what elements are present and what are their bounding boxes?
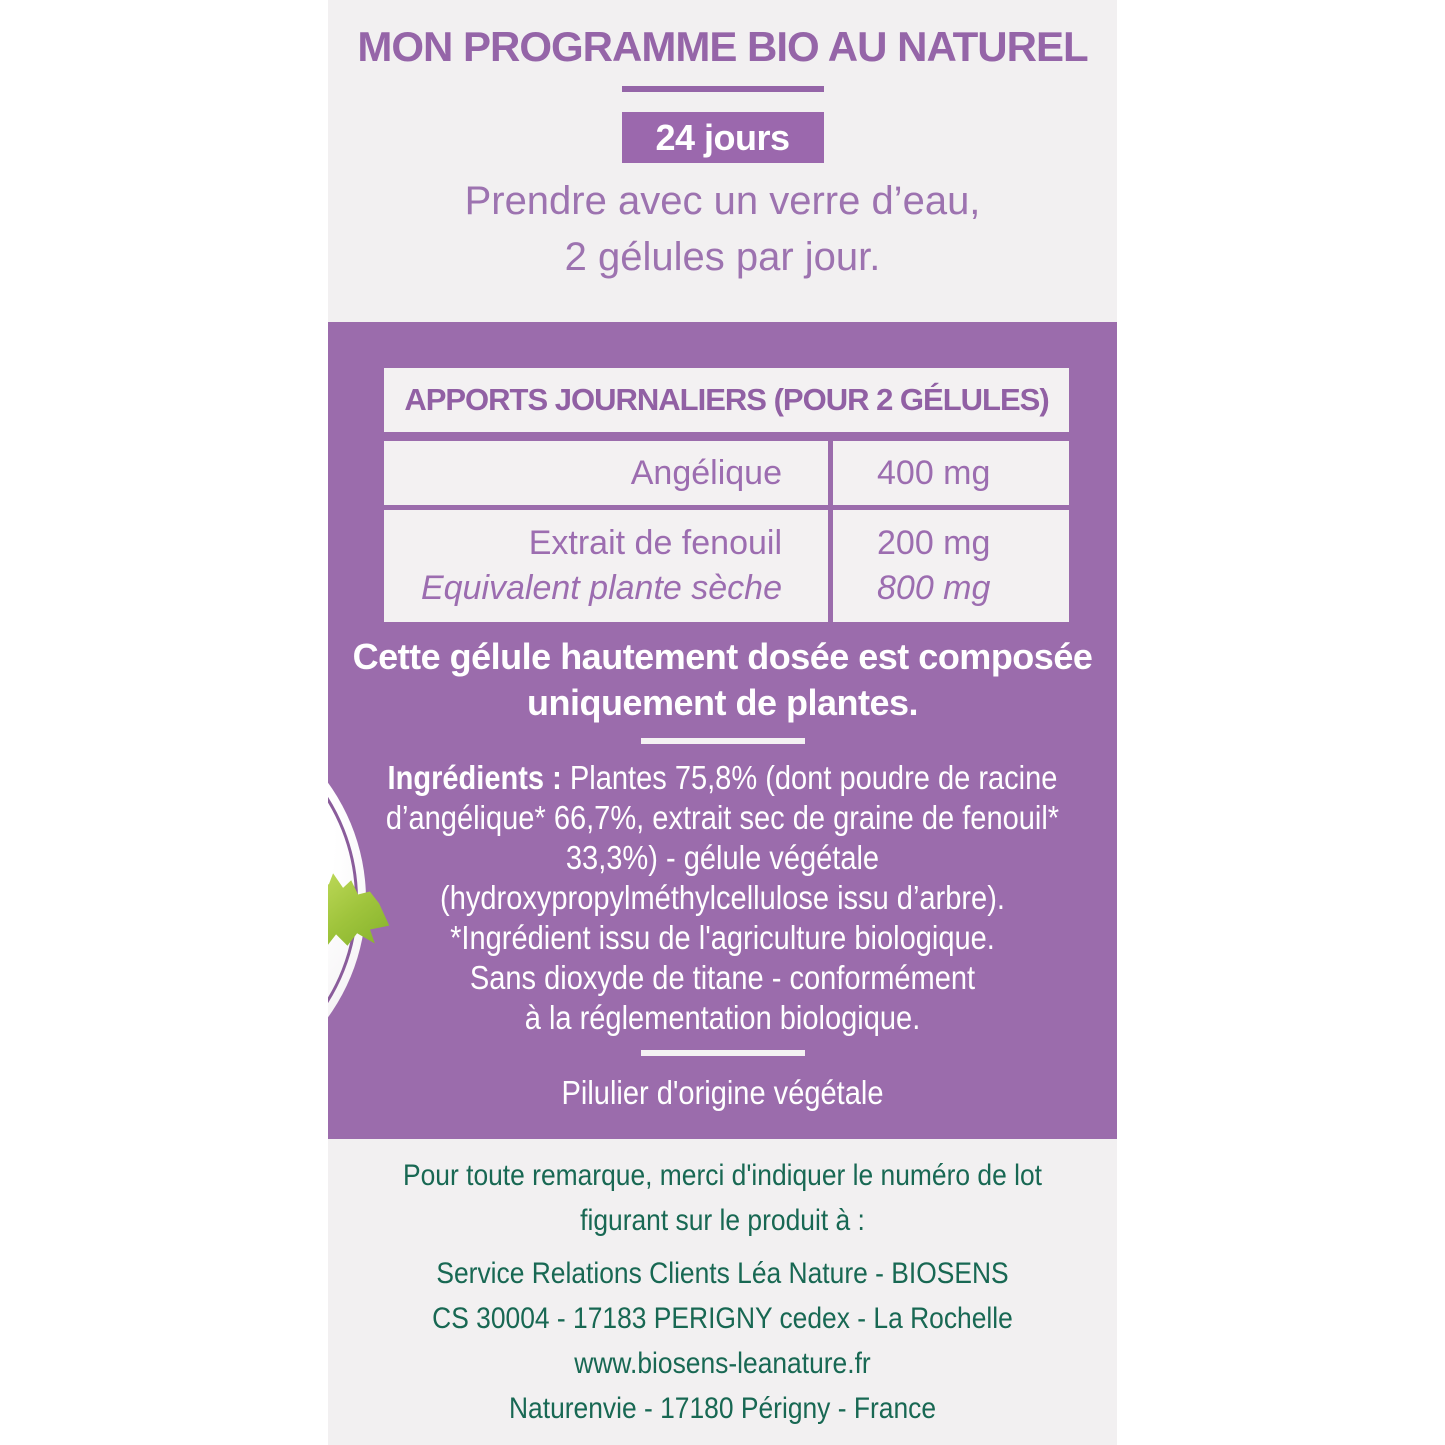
pillbox-note: Pilulier d'origine végétale [561,1074,884,1111]
ingredients-line-3: 33,3%) - gélule végétale [565,839,880,876]
ingredient-name-sub: Equivalent plante sèche [420,569,782,607]
product-label-panel [328,0,1117,1445]
claim-line-2: uniquement de plantes. [526,682,919,723]
ingredients-line-2: d’angélique* 66,7%, extrait sec de graine de fenouil* [385,799,1060,836]
ingredients-list [375,758,1069,1038]
contact-line-2: figurant sur le produit à : [580,1204,865,1237]
intake-table-body [384,441,1069,622]
claim-line-1: Cette gélule hautement dosée est composée [352,636,1093,677]
nutrition-panel-content [328,368,1117,1112]
ingredients-line-4: (hydroxypropylméthylcellulose issu d’arbre). [440,879,1005,916]
contact-line-3: Service Relations Clients Léa Nature - BIOSENS [436,1257,1009,1290]
intake-table-title: APPORTS JOURNALIERS (POUR 2 GÉLULES) [384,368,1069,432]
divider [641,738,805,744]
ingredient-name: Extrait de fenouil [528,524,782,562]
table-row-amount [833,510,1069,622]
ingredient-name: Angélique [630,453,782,492]
ingredients-line-7: à la réglementation biologique. [524,999,921,1036]
contact-line-1: Pour toute remarque, merci d'indiquer le numéro de lot [403,1159,1042,1192]
ingredients-line-6: Sans dioxyde de titane - conformément [469,959,976,996]
usage-line-2: 2 gélules par jour. [564,235,881,279]
ingredients-line-5: *Ingrédient issu de l'agriculture biologique. [450,919,995,956]
table-row-ingredient [384,441,828,505]
ingredient-amount: 200 mg [877,524,991,562]
plant-claim [328,634,1117,726]
usage-line-1: Prendre avec un verre d’eau, [464,179,981,223]
table-row-amount [833,441,1069,505]
program-title: MON PROGRAMME BIO AU NATUREL [357,23,1088,70]
usage-instructions [328,173,1117,285]
ingredient-amount: 400 mg [877,453,991,492]
daily-intake-table [384,368,1069,622]
title-divider [622,86,824,92]
ingredients-label: Ingrédients : [387,759,562,796]
table-row-ingredient [384,510,828,622]
contact-line-6: Naturenvie - 17180 Périgny - France [508,1392,937,1425]
ingredient-amount-sub: 800 mg [877,569,991,607]
spacer [328,1243,1117,1251]
contact-line-4: CS 30004 - 17183 PERIGNY cedex - La Rochelle [432,1302,1013,1335]
label-header-section [328,0,1117,322]
divider [641,1050,805,1056]
contact-section [328,1139,1117,1445]
ingredients-line-1-text: Plantes 75,8% (dont poudre de racine [561,759,1058,796]
contact-line-5: www.biosens-leanature.fr [574,1347,871,1380]
nutrition-panel [328,322,1117,1139]
ingredients-line-1 [375,758,1069,798]
duration-badge: 24 jours [622,112,824,163]
